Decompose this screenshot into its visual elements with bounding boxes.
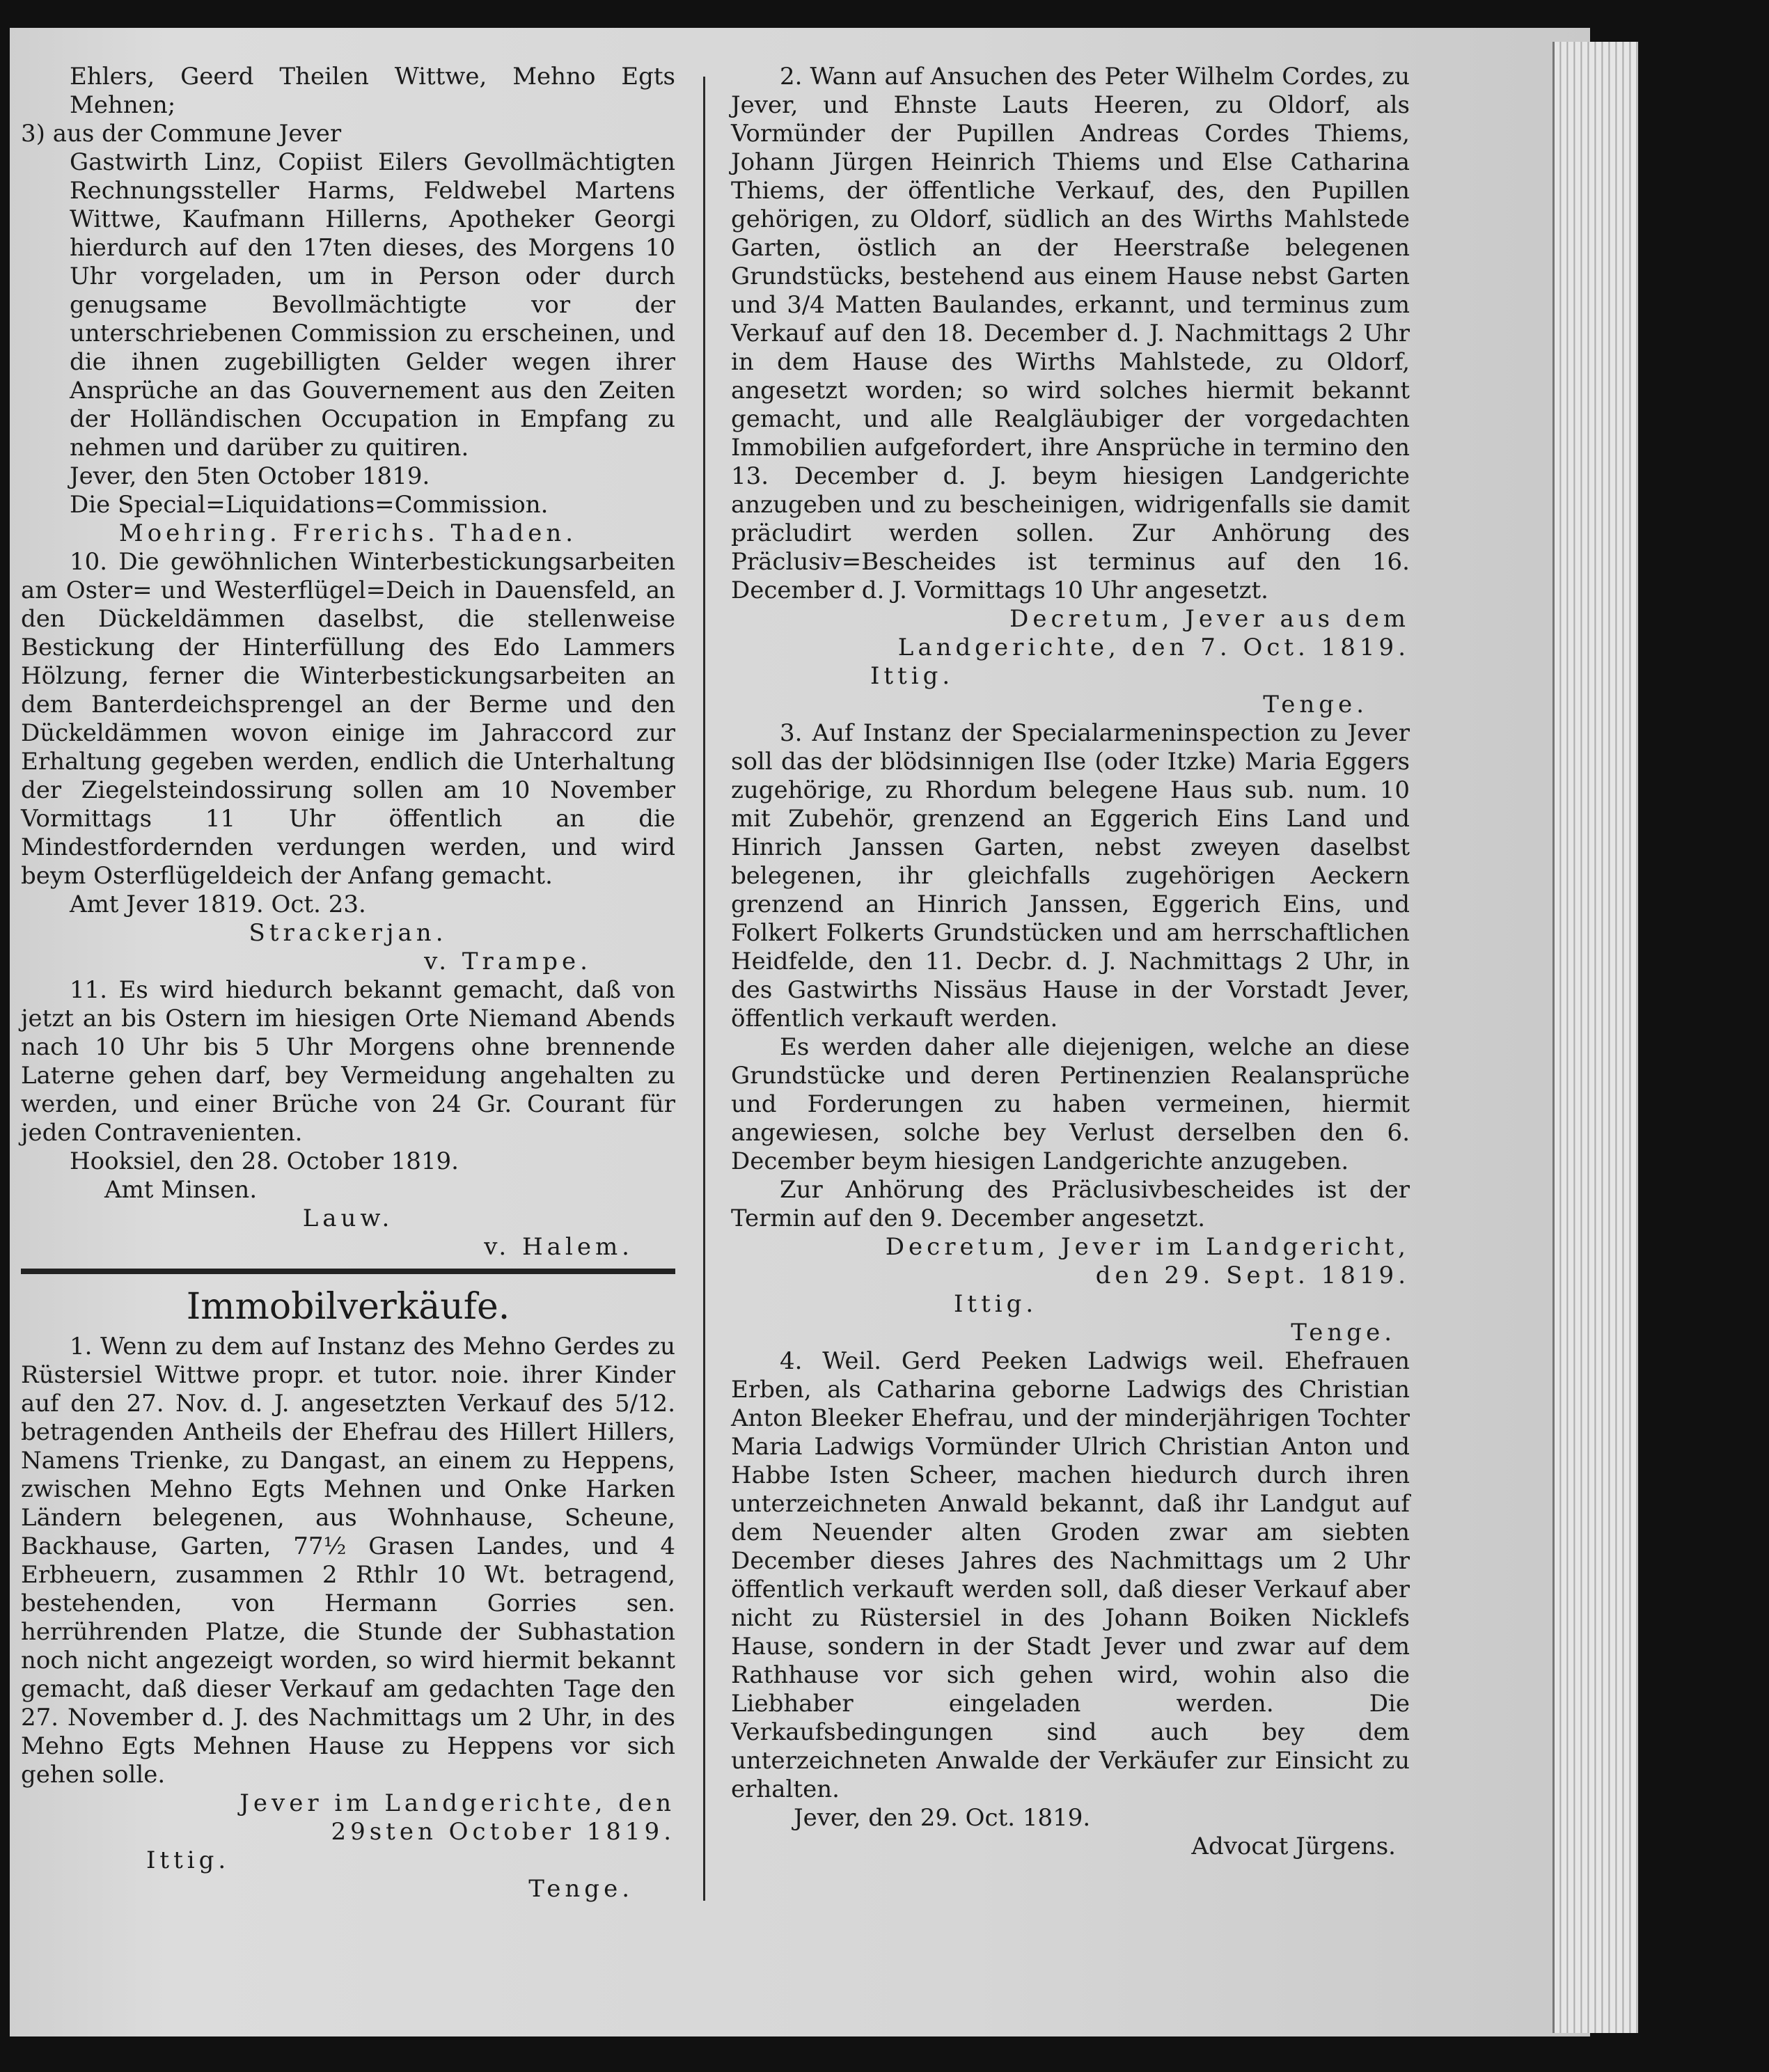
sale-2-signature-2: Tenge. — [1263, 691, 1368, 719]
notice-11-signature-1: Lauw. — [302, 1204, 394, 1232]
notice-commission-body: Gastwirth Linz, Copiist Eilers Gevollmächtigten Rechnungssteller Harms, Feldwebel Martens Wittwe, Kaufmann Hillerns, Apotheker Georgi hierdurch auf den 17ten dieses, des Morgens 10 Uhr vorgeladen, um in Person oder durch genugsame Bevollmächtigte vor der unterschriebenen Commission zu erscheinen, und die ihnen zugebilligten Gelder wegen ihrer Ansprüche an das Gouvernement aus den Zeiten der Holländischen Occupation in Empfang zu nehmen und darüber zu quitiren. — [70, 148, 675, 462]
sale-3-decretum: Decretum, Jever im Landgericht, den 29. Sept. 1819. — [885, 1233, 1410, 1289]
notice-10-signature-2: v. Trampe. — [424, 948, 592, 975]
notice-10-body: 10. Die gewöhnlichen Winterbestickungsarbeiten am Oster= und Westerflügel=Deich in Dauensfeld, an den Dückeldämmen daselbst, die stellenweise Bestickung der Hinterfüllung des Edo Lammers Hölzung, ferner die Winterbestickungsarbeiten an dem Banterdeichsprengel an der Berme und den Dückeldämmen wovon einige im Jahraccord zur Erhaltung gegeben werden, endlich die Unterhaltung der Ziegelsteindossirung sollen am 10 November Vormittags 11 Uhr öffentlich an die Mindestfordernden verdungen werden, und wird beym Osterflügeldeich der Anfang gemacht. — [21, 548, 675, 890]
notice-11-body: 11. Es wird hiedurch bekannt gemacht, daß von jetzt an bis Ostern im hiesigen Orte Niemand Abends nach 10 Uhr bis 5 Uhr Morgens ohne brennende Laterne gehen darf, bey Vermeidung angehalten zu werden, und einer Brüche von 24 Gr. Courant für jeden Contravenienten. — [21, 976, 675, 1147]
notice-10-signature-1: Strackerjan. — [249, 919, 448, 947]
left-column — [21, 63, 675, 1904]
sale-4-date: Jever, den 29. Oct. 1819. — [794, 1804, 1091, 1832]
sale-2-body: 2. Wann auf Ansuchen des Peter Wilhelm Cordes, zu Jever, und Ehnste Lauts Heeren, zu Oldorf, als Vormünder der Pupillen Andreas Cordes Thiems, Johann Jürgen Heinrich Thiems und Else Catharina Thiems, der öffentliche Verkauf, des, den Pupillen gehörigen, zu Oldorf, südlich an des Wirths Mahlstede Garten, östlich an der Heerstraße belegenen Grundstücks, bestehend aus einem Hause nebst Garten und 3/4 Matten Baulandes, erkannt, und terminus zum Verkauf auf den 18. December d. J. Nachmittags 2 Uhr in dem Hause des Wirths Mahlstede, zu Oldorf, angesetzt worden; so wird solches hiermit bekannt gemacht, und alle Realgläubiger der vorgedachten Immobilien aufgefordert, ihre Ansprüche in termino den 13. December d. J. beym hiesigen Landgerichte anzugeben und zu bescheinigen, widrigenfalls sie damit präcludirt werden sollen. Zur Anhörung des Präclusiv=Bescheides ist terminus auf den 16. December d. J. Vormittags 10 Uhr angesetzt. — [731, 63, 1410, 604]
sale-3-signature-2: Tenge. — [1291, 1319, 1396, 1347]
sale-4-signature: Advocat Jürgens. — [1191, 1832, 1396, 1860]
sale-1-body: 1. Wenn zu dem auf Instanz des Mehno Gerdes zu Rüstersiel Wittwe propr. et tutor. noie. ihrer Kinder auf den 27. Nov. d. J. angesetzten Verkauf des 5/12. betragenden Antheils der Ehefrau des Hillert Hillers, Namens Trienke, zu Dangast, an einem zu Heppens, zwischen Mehno Egts Mehnen und Onke Harken Ländern belegenen, aus Wohnhause, Scheune, Backhause, Garten, 77½ Grasen Landes, und 4 Erbheuern, zusammen 2 Rthlr 10 Wt. betragend, bestehenden, von Hermann Gorries sen. herrührenden Platze, die Stunde der Subhastation noch nicht angezeigt worden, so wird hiermit bekannt gemacht, daß dieser Verkauf am gedachten Tage den 27. November d. J. des Nachmittags um 2 Uhr, in des Mehno Egts Mehnen Hause zu Heppens vor sich gehen solle. — [21, 1333, 675, 1789]
sale-2-signature-1: Ittig. — [870, 662, 954, 690]
notice-commission-subhead: 3) aus der Commune Jever — [21, 120, 342, 148]
sale-3-hearing: Zur Anhörung des Präclusivbescheides ist der Termin auf den 9. December angesetzt. — [731, 1176, 1410, 1232]
sale-4-body: 4. Weil. Gerd Peeken Ladwigs weil. Ehefrauen Erben, als Catharina geborne Ladwigs des Christian Anton Bleeker Ehefrau, und der minderjährigen Tochter Maria Ladwigs Vormünder Ulrich Christian Anton und Habbe Isten Scheer, machen hiedurch durch ihren unterzeichneten Anwald bekannt, daß ihr Landgut auf dem Neuender alten Groden zwar am siebten December dieses Jahres des Nachmittags um 2 Uhr öffentlich verkauft werden soll, daß dieser Verkauf aber nicht zu Rüstersiel in des Johann Boiken Nicklefs Hause, sondern in der Stadt Jever und zwar auf dem Rathhause vor sich gehen wird, wohin also die Liebhaber eingeladen werden. Die Verkaufsbedingungen sind auch bey dem unterzeichneten Anwalde der Verkäufer zur Einsicht zu erhalten. — [731, 1347, 1410, 1803]
column-divider — [703, 77, 705, 1901]
notice-commission-date: Jever, den 5ten October 1819. — [70, 462, 430, 490]
section-title: Immobilverkäufe. — [186, 1286, 510, 1328]
notice-commission-signatures: Moehring. Frerichs. Thaden. — [118, 519, 578, 547]
sale-3-claims: Es werden daher alle diejenigen, welche an diese Grundstücke und deren Pertinenzien Realansprüche und Forderungen zu haben vermeinen, hiermit angewiesen, solche bey Verlust derselben den 6. December beym hiesigen Landgerichte anzugeben. — [731, 1033, 1410, 1175]
section-rule — [21, 1269, 675, 1274]
notice-11-date: Hooksiel, den 28. October 1819. — [70, 1147, 459, 1175]
right-column — [731, 63, 1410, 1861]
sale-1-signature-1: Ittig. — [146, 1846, 230, 1874]
book-page-edges — [1552, 42, 1638, 2033]
sale-1-signature-2: Tenge. — [528, 1875, 634, 1903]
notice-10-date: Amt Jever 1819. Oct. 23. — [70, 890, 366, 918]
sale-2-decretum: Decretum, Jever aus dem Landgerichte, den 7. Oct. 1819. — [897, 605, 1410, 661]
sale-3-body: 3. Auf Instanz der Specialarmeninspection zu Jever soll das der blödsinnigen Ilse (oder Itzke) Maria Eggers zugehörige, zu Rhordum belegene Haus sub. num. 10 mit Zubehör, grenzend an Eggerich Eins Land und Hinrich Janssen Garten, nebst zweyen daselbst belegenen, ihr gleichfalls zugehörigen Aeckern grenzend an Hinrich Janssen, Eggerich Eins, und Folkert Folkerts Grundstücken und am herrschaftlichen Heidfelde, den 11. Decbr. d. J. Nachmittags 2 Uhr, in des Gastwirths Nissäus Hause in der Vorstadt Jever, öffentlich verkauft werden. — [731, 719, 1410, 1033]
sale-3-signature-1: Ittig. — [954, 1290, 1038, 1318]
notice-commission-authority: Die Special=Liquidations=Commission. — [70, 491, 549, 519]
notice-11-authority: Amt Minsen. — [104, 1176, 258, 1204]
notice-11-signature-2: v. Halem. — [484, 1233, 634, 1261]
sale-1-date: Jever im Landgerichte, den 29sten October 1819. — [239, 1789, 675, 1846]
notice-commission-names: Ehlers, Geerd Theilen Wittwe, Mehno Egts Mehnen; — [70, 63, 675, 119]
